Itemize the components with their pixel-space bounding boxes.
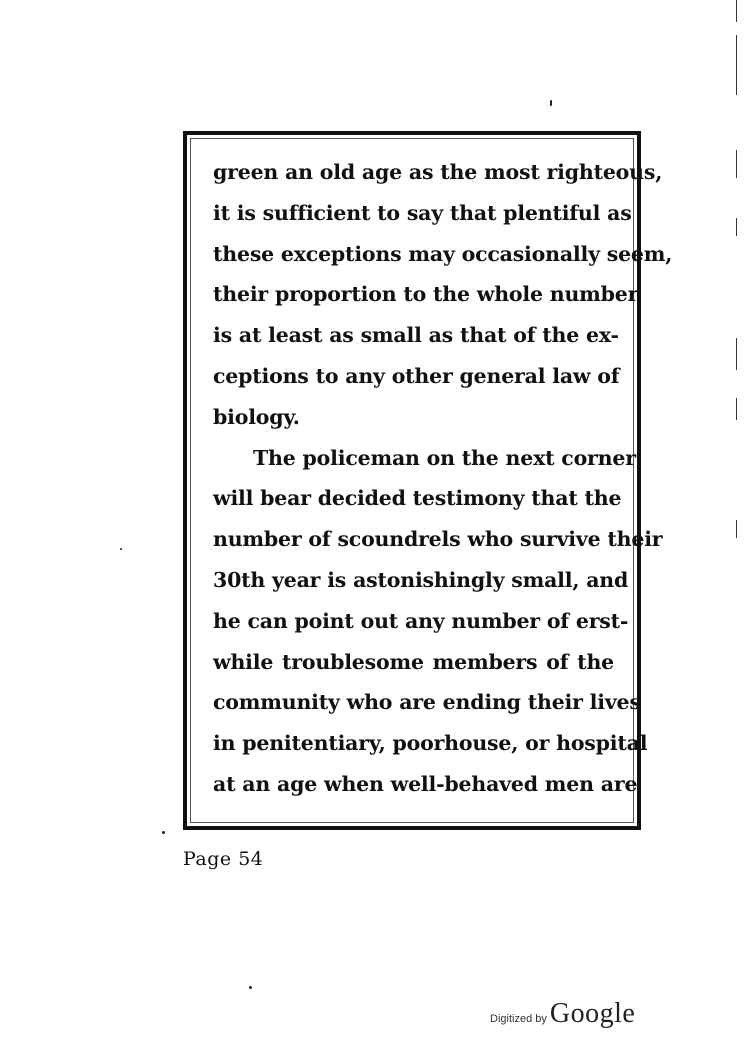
text-line: ceptions to any other general law of — [213, 363, 620, 388]
scan-speck — [120, 548, 122, 550]
scan-speck — [550, 100, 552, 106]
text-line: he can point out any number of erst- — [213, 608, 629, 633]
digitized-by-label: Digitized by — [490, 1013, 547, 1025]
digitized-by-watermark — [490, 998, 635, 1032]
scan-speck — [249, 986, 252, 989]
text-line: will bear decided testimony that the — [213, 486, 622, 511]
scan-edge-mark — [736, 520, 737, 538]
paragraph-start-line: The policeman on the next corner — [253, 445, 636, 470]
text-line: at an age when well-behaved men are — [213, 771, 638, 796]
text-line: these exceptions may occasionally seem, — [213, 241, 673, 266]
google-logo: Google — [549, 998, 636, 1029]
text-line: their proportion to the whole number — [213, 282, 639, 307]
text-line: it is sufficient to say that plentiful as — [213, 200, 632, 225]
body-text — [213, 152, 673, 805]
scan-edge-mark — [736, 338, 737, 370]
scan-edge-mark — [736, 218, 737, 236]
text-line: while troublesome members of the — [213, 649, 614, 674]
text-line: community who are ending their lives — [213, 690, 641, 715]
scan-edge-mark — [736, 398, 737, 420]
text-line: 30th year is astonishingly small, and — [213, 567, 629, 592]
scan-speck — [162, 831, 165, 834]
scan-edge-mark — [736, 35, 737, 95]
text-line: biology. — [213, 404, 300, 429]
text-line: number of scoundrels who survive their — [213, 527, 663, 552]
text-line: is at least as small as that of the ex- — [213, 323, 619, 348]
text-line: green an old age as the most righteous, — [213, 160, 663, 184]
page-number: Page 54 — [183, 848, 264, 870]
scan-edge-mark — [736, 150, 737, 178]
text-line: in penitentiary, poorhouse, or hospital — [213, 731, 648, 756]
scan-edge-mark — [736, 0, 737, 22]
